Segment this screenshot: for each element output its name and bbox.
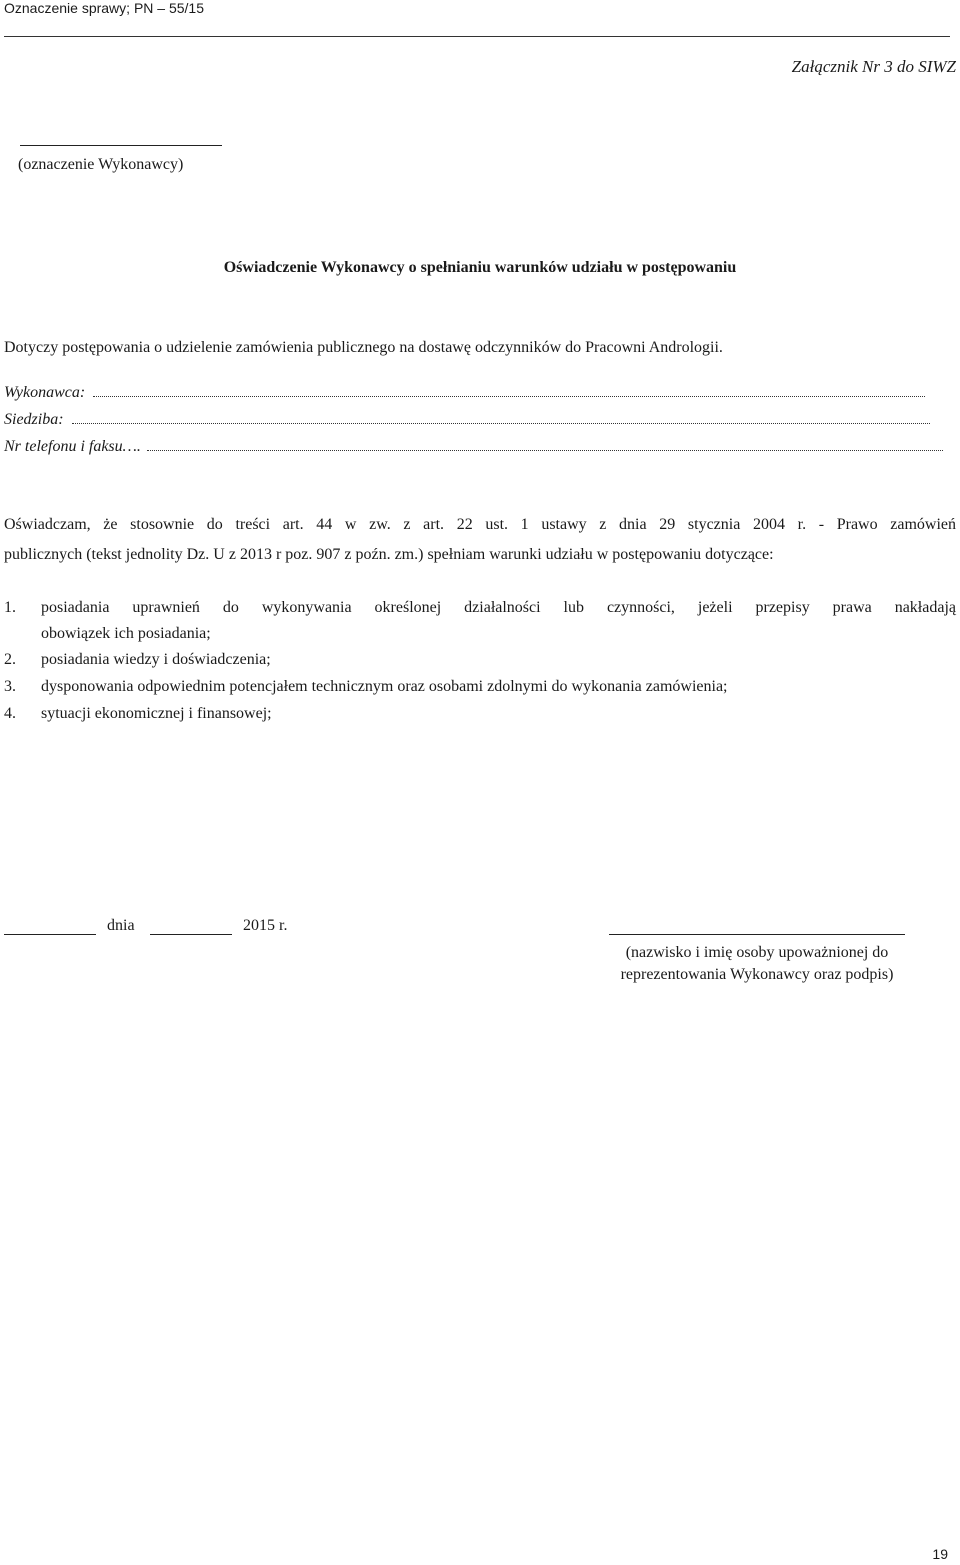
phone-fax-field	[4, 438, 943, 456]
year-label: 2015 r.	[243, 917, 288, 934]
condition-3-text: dysponowania odpowiednim potencjałem technicznym oraz osobami zdolnymi do wykonania zamówienia;	[41, 678, 728, 695]
place-blank-line	[4, 934, 96, 935]
date-blank-line	[150, 934, 232, 935]
condition-2-text: posiadania wiedzy i doświadczenia;	[41, 651, 271, 668]
declaration-line-2: publicznych (tekst jednolity Dz. U z 2013 r poz. 907 z poźn. zm.) spełniam warunki udziału w postępowaniu dotyczące:	[4, 546, 774, 563]
document-title: Oświadczenie Wykonawcy o spełnianiu warunków udziału w postępowaniu	[223, 259, 737, 276]
subject-text: Dotyczy postępowania o udzielenie zamówienia publicznego na dostawę odczynników do Pracowni Andrologii.	[4, 339, 723, 356]
date-label: dnia	[107, 917, 135, 934]
seat-field-label: Siedziba:	[4, 411, 64, 428]
header-divider	[4, 36, 950, 37]
condition-1-number: 1.	[4, 599, 16, 616]
phone-fax-field-marker: ….	[122, 438, 141, 455]
signature-line	[609, 934, 905, 935]
condition-2-number: 2.	[4, 651, 16, 668]
signature-caption-line-1: (nazwisko i imię osoby upoważnionej do	[625, 944, 889, 961]
condition-1-line-2: obowiązek ich posiadania;	[41, 625, 211, 642]
seat-field-dots	[72, 411, 930, 424]
condition-4-text: sytuacji ekonomicznej i finansowej;	[41, 705, 272, 722]
condition-1-line-1: posiadania uprawnień do wykonywania określonej działalności lub czynności, jeżeli przepisy prawa nakładają	[41, 599, 956, 616]
seat-field	[4, 411, 930, 429]
case-reference: Oznaczenie sprawy; PN – 55/15	[4, 0, 204, 16]
condition-4-number: 4.	[4, 705, 16, 722]
contractor-designation-label: (oznaczenie Wykonawcy)	[18, 156, 184, 173]
contractor-designation-line	[20, 145, 222, 146]
phone-fax-field-label: Nr telefonu i faksu	[4, 438, 123, 455]
attachment-label: Załącznik Nr 3 do SIWZ	[791, 57, 956, 76]
contractor-field-label: Wykonawca:	[4, 384, 86, 401]
contractor-field	[4, 384, 925, 402]
condition-3-number: 3.	[4, 678, 16, 695]
signature-caption-line-2: reprezentowania Wykonawcy oraz podpis)	[620, 966, 894, 983]
contractor-field-dots	[93, 384, 925, 397]
phone-fax-field-dots	[147, 438, 943, 451]
page-number: 19	[932, 1546, 948, 1562]
declaration-line-1: Oświadczam, że stosownie do treści art. 44 w zw. z art. 22 ust. 1 ustawy z dnia 29 stycznia 2004 r. - Prawo zamówień	[4, 516, 956, 533]
